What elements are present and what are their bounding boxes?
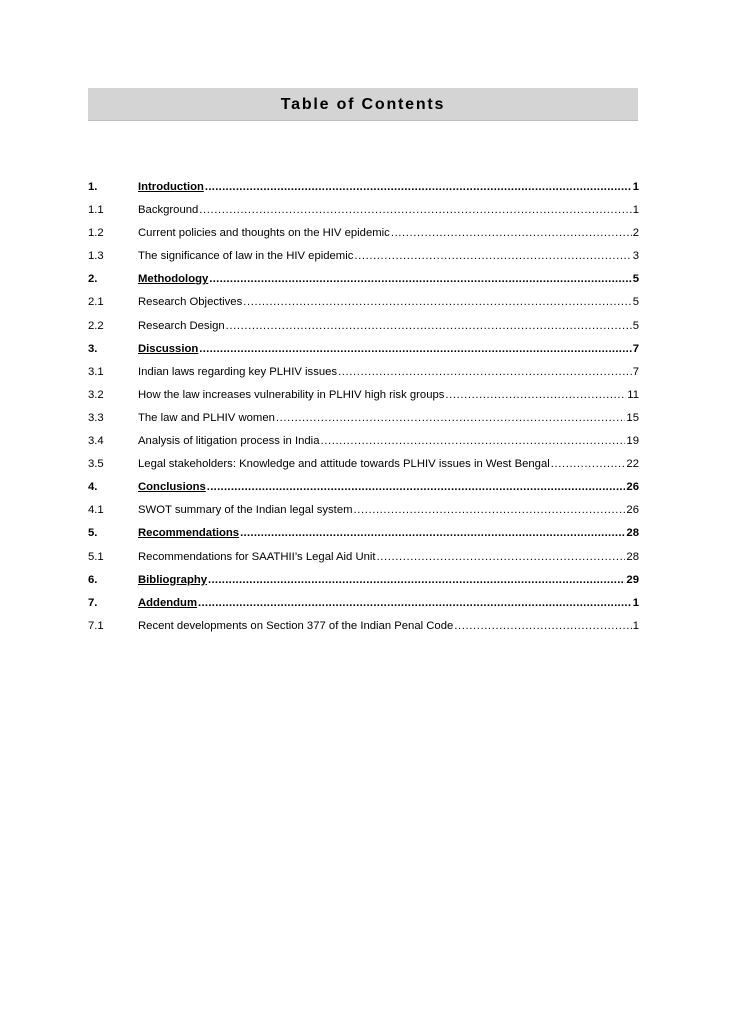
toc-entry-title[interactable]: SWOT summary of the Indian legal system: [138, 504, 353, 517]
toc-dot-leader: [354, 245, 631, 268]
toc-entry[interactable]: [88, 245, 639, 268]
toc-dot-leader: [240, 522, 625, 545]
toc-entry[interactable]: [88, 176, 639, 199]
toc-dot-leader: [243, 291, 631, 314]
toc-entry[interactable]: [88, 569, 639, 592]
toc-entry-number: 4.: [88, 481, 98, 494]
toc-entry-number: 4.1: [88, 504, 104, 517]
toc-entry-title[interactable]: Recommendations: [138, 527, 240, 540]
toc-dot-leader: [209, 268, 631, 291]
toc-entry-number: 3.1: [88, 365, 104, 378]
toc-entry[interactable]: [88, 592, 639, 615]
toc-entry-page[interactable]: 1: [632, 619, 639, 632]
toc-entry-number: 2.1: [88, 296, 104, 309]
toc-entry-title[interactable]: Introduction: [138, 181, 204, 193]
toc-entry-page[interactable]: 11: [627, 388, 639, 401]
toc-entry-title[interactable]: Analysis of litigation process in India: [138, 435, 320, 448]
toc-entry-page[interactable]: 7: [632, 365, 639, 378]
toc-entry-page[interactable]: 26: [626, 504, 639, 517]
toc-entry-title[interactable]: Addendum: [138, 596, 197, 609]
toc-entry-number: 3.5: [88, 458, 104, 471]
toc-entry-page[interactable]: 5: [632, 296, 639, 309]
toc-entry-page[interactable]: 15: [626, 411, 639, 424]
toc-entry-page[interactable]: 2: [632, 227, 639, 240]
toc-entry-title[interactable]: Research Objectives: [138, 296, 243, 309]
toc-entry[interactable]: [88, 338, 639, 361]
toc-entry-page[interactable]: 5: [632, 273, 639, 286]
toc-entry-number: 2.: [88, 273, 98, 286]
toc-entry[interactable]: [88, 522, 639, 545]
toc-entry-title[interactable]: Recommendations for SAATHII’s Legal Aid Unit: [138, 550, 376, 563]
toc-entry-title[interactable]: Indian laws regarding key PLHIV issues: [138, 365, 338, 378]
toc-entry-page[interactable]: 26: [626, 481, 639, 494]
toc-dot-leader: [205, 176, 632, 199]
toc-entry-number: 3.3: [88, 411, 104, 424]
toc-entry-number: 3.2: [88, 388, 104, 401]
toc-entry-number: 6.: [88, 573, 98, 586]
toc-entry-title[interactable]: Background: [138, 204, 199, 217]
toc-dot-leader: [454, 615, 631, 638]
toc-dot-leader: [338, 361, 632, 384]
toc-dot-leader: [445, 384, 626, 407]
toc-entry-page[interactable]: 3: [632, 250, 639, 263]
toc-dot-leader: [199, 199, 631, 222]
page-title: Table of Contents: [280, 95, 446, 113]
toc-entry-page[interactable]: 7: [632, 342, 639, 355]
toc-dot-leader: [226, 315, 632, 338]
toc-entry-page[interactable]: 22: [626, 458, 639, 471]
toc-entry-title[interactable]: Research Design: [138, 319, 225, 332]
toc-dot-leader: [198, 592, 632, 615]
toc-dot-leader: [551, 453, 626, 476]
toc-entry[interactable]: [88, 615, 639, 638]
toc-title-bar: [88, 88, 638, 121]
toc-entry-number: 7.1: [88, 619, 104, 632]
toc-entry-number: 1.2: [88, 227, 104, 240]
toc-entry-page[interactable]: 5: [632, 319, 639, 332]
toc-entry-title[interactable]: Discussion: [138, 342, 199, 355]
toc-entry[interactable]: [88, 361, 639, 384]
toc-entry-page[interactable]: 29: [626, 573, 639, 586]
toc-entry-number: 7.: [88, 596, 98, 609]
toc-entry-page[interactable]: 19: [626, 435, 639, 448]
toc-entry-title[interactable]: Current policies and thoughts on the HIV epidemic: [138, 227, 390, 240]
table-of-contents: [88, 176, 639, 638]
toc-entry[interactable]: [88, 453, 639, 476]
toc-entry-page[interactable]: 1: [632, 181, 639, 193]
toc-entry-title[interactable]: Legal stakeholders: Knowledge and attitude towards PLHIV issues in West Bengal: [138, 458, 550, 471]
toc-entry-number: 5.1: [88, 550, 104, 563]
toc-entry[interactable]: [88, 199, 639, 222]
toc-entry-page[interactable]: 28: [626, 527, 639, 540]
toc-entry-number: 3.: [88, 342, 98, 355]
toc-entry-number: 1.: [88, 181, 98, 193]
toc-entry[interactable]: [88, 291, 639, 314]
toc-entry[interactable]: [88, 384, 639, 407]
toc-dot-leader: [391, 222, 632, 245]
toc-entry-page[interactable]: 28: [626, 550, 639, 563]
toc-entry[interactable]: [88, 430, 639, 453]
toc-entry-title[interactable]: Conclusions: [138, 481, 206, 494]
toc-entry-title[interactable]: Methodology: [138, 273, 209, 286]
toc-dot-leader: [199, 338, 631, 361]
toc-entry[interactable]: [88, 546, 639, 569]
toc-entry[interactable]: [88, 315, 639, 338]
toc-dot-leader: [354, 499, 626, 522]
toc-entry[interactable]: [88, 407, 639, 430]
toc-dot-leader: [377, 546, 626, 569]
toc-dot-leader: [208, 569, 625, 592]
toc-entry-title[interactable]: How the law increases vulnerability in PLHIV high risk groups: [138, 388, 445, 401]
toc-entry-title[interactable]: Bibliography: [138, 573, 208, 586]
toc-entry-number: 1.1: [88, 204, 104, 217]
toc-entry-number: 2.2: [88, 319, 104, 332]
toc-entry[interactable]: [88, 268, 639, 291]
toc-entry[interactable]: [88, 476, 639, 499]
toc-entry[interactable]: [88, 222, 639, 245]
toc-entry-page[interactable]: 1: [632, 596, 639, 609]
toc-dot-leader: [276, 407, 626, 430]
toc-entry-title[interactable]: The law and PLHIV women: [138, 411, 275, 424]
toc-dot-leader: [207, 476, 626, 499]
toc-entry-page[interactable]: 1: [632, 204, 639, 217]
toc-entry-number: 3.4: [88, 435, 104, 448]
toc-entry-title[interactable]: Recent developments on Section 377 of the Indian Penal Code: [138, 619, 454, 632]
toc-entry-title[interactable]: The significance of law in the HIV epidemic: [138, 250, 354, 263]
toc-entry-number: 5.: [88, 527, 98, 540]
toc-entry-number: 1.3: [88, 250, 104, 263]
toc-entry[interactable]: [88, 499, 639, 522]
toc-dot-leader: [320, 430, 625, 453]
